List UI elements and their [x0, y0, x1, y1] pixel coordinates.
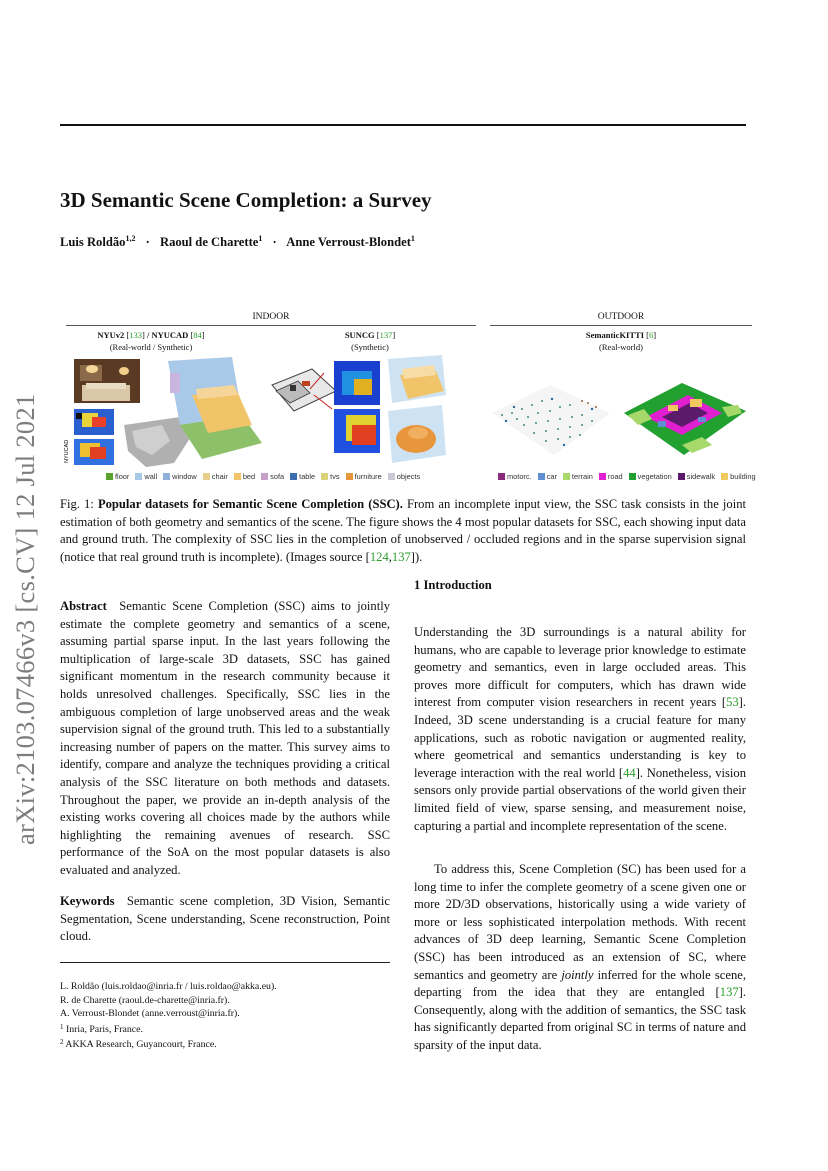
legend-item: objects [388, 472, 420, 481]
dataset-suncg-title: SUNCG [137] [344, 330, 396, 340]
legend-swatch [678, 473, 685, 480]
keywords-heading: Keywords [60, 894, 115, 908]
kitti-point-cloud [492, 385, 610, 455]
figure-caption: Fig. 1: Popular datasets for Semantic Scene Completion (SSC). From an incomplete input view, the SSC task consists in the joint estimation of both geometry and semantics of the scene. The figure shows the 4 most popular datasets for SSC, each showing input data and ground truth. The complexity of SSC lies in the completion of unobserved / occluded regions and in the sparse supervision signal (notice that real ground truth is incomplete). (Images source [124,137]). [60, 497, 746, 564]
indoor-legend [106, 472, 426, 481]
legend-item: tvs [321, 472, 339, 481]
author-separator: · [272, 235, 277, 249]
kitti-ground-truth [624, 383, 746, 455]
author-separator: · [145, 235, 150, 249]
abstract-text: Semantic Scene Completion (SSC) aims to jointly estimate the complete geometry and semantics of a scene, assuming partial sparse input. In the last years following the multiplication of large-scale 3D datasets, SSC has gained significant momentum in the research community because it holds unresolved challenges. Specifically, SSC lies in the ambiguous completion of large unobserved areas and the weak supervision signal of the ground truth. This led to a substantially increasing number of papers on the matter. This survey aims to identify, compare and analyze the techniques providing a critical analysis of the SSC literature on both methods and datasets. Throughout the paper, we provide an in-depth analysis of the existing works covering all choices made by the authors while highlighting the remaining avenues of research. SSC performance of the SoA on the most popular datasets is also evaluated and analyzed. [60, 599, 391, 877]
dataset-nyu-title: NYUv2 [133] / NYUCAD [84] [97, 330, 205, 340]
dataset-name: SUNCG [344, 330, 375, 340]
citation-link[interactable]: 137 [719, 985, 739, 1000]
legend-item: sofa [261, 472, 284, 481]
dataset-kitti-subtitle: (Real-world) [599, 342, 643, 352]
legend-swatch [721, 473, 728, 480]
suncg-depth-maps [334, 361, 380, 453]
footnote-rule [60, 962, 390, 963]
dataset-name: SemanticKITTI [585, 330, 645, 340]
author-affiliation: 1 [410, 234, 415, 243]
legend-item: motorc. [498, 472, 532, 481]
indoor-label: INDOOR [252, 312, 290, 322]
keywords [60, 893, 390, 946]
legend-item: wall [135, 472, 157, 481]
footnotes [60, 980, 400, 1052]
section-heading: 1 Introduction [414, 578, 492, 592]
legend-swatch [346, 473, 353, 480]
nyu-input-maps [74, 409, 114, 465]
dataset-nyu-subtitle: (Real-world / Synthetic) [109, 342, 193, 352]
dataset-name: NYUCAD [151, 330, 189, 340]
legend-item: vegetation [629, 472, 672, 481]
caption-bold: Popular datasets for Semantic Scene Completion (SSC). [97, 497, 403, 511]
paper-title: 3D Semantic Scene Completion: a Survey [60, 188, 432, 212]
intro-paragraph-2: To address this, Scene Completion (SC) has been used for a long time to infer the complete geometry of a scene given one or more 2D/3D observations, historically using a wide variety of more or less sophisticated interpolation methods. With recent advances of 3D deep learning, Semantic Scene Completion (SSC) has been introduced as an extension of SC, where semantics and geometry are jointly inferred for the whole scene, departing from the idea that they are entangled [137]. Consequently, along with the addition of semantics, the SSC task has significantly departed from original SC in terms of nature and sparsity of the input data. [414, 862, 747, 1052]
legend-swatch [538, 473, 545, 480]
outdoor-label: OUTDOOR [597, 312, 645, 322]
legend-swatch [203, 473, 210, 480]
header-rule [60, 124, 746, 126]
citation-link[interactable]: 137 [391, 549, 411, 564]
dataset-ref[interactable]: 137 [379, 330, 393, 340]
row-label-nyucad: NYUCAD [64, 439, 70, 463]
author-affiliation: 1 [258, 234, 263, 243]
abstract [60, 598, 390, 880]
footnote-line: L. Roldão (luis.roldao@inria.fr / luis.roldao@akka.eu). [60, 981, 277, 992]
legend-item: building [721, 472, 755, 481]
indoor-rule [66, 325, 476, 326]
legend-item: chair [203, 472, 228, 481]
legend-item: sidewalk [678, 472, 715, 481]
legend-swatch [629, 473, 636, 480]
keywords-text: Semantic scene completion, 3D Vision, Semantic Segmentation, Scene understanding, Scene reconstruction, Point cloud. [60, 894, 391, 944]
legend-swatch [106, 473, 113, 480]
legend-swatch [290, 473, 297, 480]
legend-swatch [261, 473, 268, 480]
affiliation-line: $^1$ Inria, Paris, France. [60, 1022, 143, 1035]
caption-text: From an incomplete input view, the SSC task consists in the joint estimation of both geometry and semantics of the scene. The figure shows the 4 most popular datasets for SSC, each showing input data and ground truth. The complexity of SSC lies in the completion of unobserved / occluded regions and in the sparse supervision signal (notice that real ground truth is incomplete). (Images source [ [60, 497, 746, 564]
legend-item: table [290, 472, 315, 481]
dataset-ref[interactable]: 84 [193, 330, 202, 340]
footnote-line: R. de Charette (raoul.de-charette@inria.fr). [60, 994, 230, 1006]
legend-item: floor [106, 472, 129, 481]
legend-item: furniture [346, 472, 382, 481]
citation-link[interactable]: 53 [726, 695, 739, 710]
intro-paragraph-1: Understanding the 3D surroundings is a natural ability for humans, who are capable to leverage prior knowledge to estimate geometry and semantics, even in large occluded areas. This proves more difficult for computers, which has drawn wide interest from computer vision researchers in recent years [53]. Indeed, 3D scene understanding is a crucial feature for many applications, such as robotic navigation or augmented reality, where geometrical and semantics understanding is key to leverage interaction with the real world [44]. Nonetheless, vision sensors only provide partial observations of the world given their limited field of view, sparse sensing, and measurement noise, capturing a partial and incomplete representation of the scene. [414, 625, 746, 833]
legend-item: terrain [563, 472, 593, 481]
arxiv-stamp: arXiv:2103.07466v3 [cs.CV] 12 Jul 2021 [10, 393, 40, 845]
legend-swatch [234, 473, 241, 480]
outdoor-legend [498, 472, 762, 481]
legend-swatch [163, 473, 170, 480]
dataset-ref[interactable]: 6 [648, 330, 654, 340]
abstract-heading: Abstract [60, 599, 107, 613]
legend-swatch [563, 473, 570, 480]
dataset-name: NYUv2 [97, 330, 125, 340]
dataset-kitti-title: SemanticKITTI [6] [585, 330, 657, 340]
footnote-line: A. Verroust-Blondet (anne.verroust@inria.fr). [60, 1008, 240, 1020]
outdoor-rule [490, 325, 752, 326]
legend-swatch [599, 473, 606, 480]
legend-item: road [599, 472, 623, 481]
legend-item: window [163, 472, 197, 481]
author-name: Anne Verroust-Blondet [286, 235, 411, 249]
affiliation-line: $^2$ AKKA Research, Guyancourt, France. [60, 1038, 217, 1051]
dataset-ref[interactable]: 133 [129, 330, 142, 340]
legend-swatch [321, 473, 328, 480]
legend-item: bed [234, 472, 255, 481]
suncg-floorplan [272, 369, 336, 411]
legend-swatch [388, 473, 395, 480]
author-affiliation: 1,2 [125, 234, 136, 243]
citation-link[interactable]: 44 [623, 765, 636, 780]
suncg-ground-truth [388, 355, 446, 463]
caption-label: Fig. 1: [60, 497, 94, 511]
datasets-figure [62, 355, 762, 470]
legend-swatch [135, 473, 142, 480]
author-name: Luis Roldão [60, 235, 126, 249]
author-name: Raoul de Charette [159, 235, 259, 249]
legend-item: car [538, 472, 557, 481]
citation-link[interactable]: 124 [369, 549, 389, 564]
legend-swatch [498, 473, 505, 480]
nyu-rgb-image [74, 359, 140, 403]
dataset-suncg-subtitle: (Synthetic) [351, 342, 389, 352]
author-line [60, 234, 415, 250]
